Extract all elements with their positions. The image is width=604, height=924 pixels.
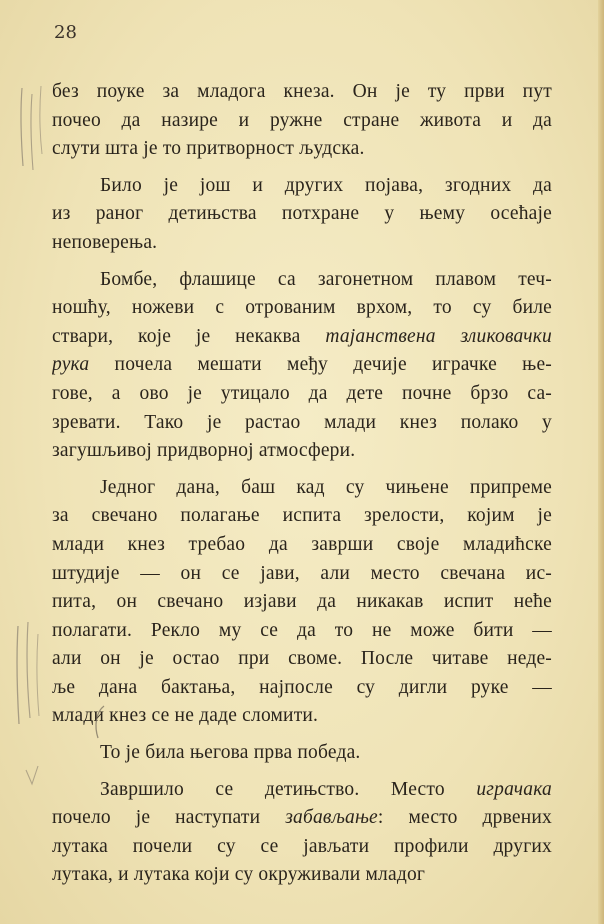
text-run: без поуке за младога кнеза. Он је ту први пут: [52, 81, 552, 102]
paragraph: [52, 474, 552, 731]
text-run: лутака, и лутака који су окруживали младог: [52, 864, 426, 886]
text-run: млади кнез се не даде сломити.: [52, 705, 319, 727]
text-run: загушљивој придворној атмосфери.: [52, 440, 356, 462]
text-line: [52, 229, 552, 258]
text-run: пита, он свечано изјави да никакав испит неће: [52, 591, 552, 613]
paragraph-gap: [52, 731, 552, 739]
text-line: [52, 294, 552, 323]
text-run: неповерења.: [52, 231, 158, 253]
text-line: [52, 78, 552, 107]
text-run: млади кнез требао да заврши своје младићске: [52, 533, 552, 555]
text-line: [52, 617, 552, 646]
text-line: [52, 409, 552, 438]
paragraph: [52, 78, 552, 164]
page-number: 28: [54, 22, 77, 43]
text-line: [52, 107, 552, 136]
text-run: почела мешати међу дечије играчке ње-: [89, 354, 552, 376]
text-run: ље дана бактања, најпосле су дигли руке —: [52, 676, 552, 698]
italic-text: рука: [52, 354, 90, 376]
text-line: [52, 437, 552, 466]
text-line: [52, 266, 552, 295]
text-run: Завршило се детињство. Место: [100, 778, 477, 800]
text-line: [52, 351, 552, 380]
pencil-margin-mark-top: [14, 84, 48, 174]
text-run: слути шта је то притворност људска.: [52, 138, 365, 160]
text-run: Бомбе, флашице са загонетном плавом теч-: [100, 268, 552, 290]
text-run: штудије — он се јави, али место свечана ис-: [52, 562, 552, 584]
text-line: [52, 474, 552, 503]
text-run: за свечано полагање испита зрелости, којим је: [52, 505, 552, 527]
pencil-check-mark: [22, 762, 42, 788]
text-line: [52, 861, 552, 890]
text-line: [52, 702, 552, 731]
paragraph: [52, 172, 552, 258]
paragraph-gap: [52, 258, 552, 266]
text-run: лутака почели су се јављати профили других: [52, 835, 552, 857]
text-run: али он је остао при своме. После читаве неде-: [52, 648, 552, 670]
text-run: гове, а ово је утицало да дете почне брзо са-: [52, 382, 552, 404]
text-run: Једног дана, баш кад су чињене припреме: [100, 476, 552, 498]
text-run: ношћу, ножеви с отрованим врхом, то су биле: [52, 297, 552, 319]
text-run: почео да назире и ружне стране живота и да: [52, 109, 552, 131]
italic-text: тајанствена зликовачки: [325, 325, 552, 347]
text-line: [52, 833, 552, 862]
text-run: зревати. Тако је растао млади кнез полако у: [52, 411, 552, 433]
paragraph: [52, 266, 552, 466]
text-line: [52, 674, 552, 703]
text-line: [52, 645, 552, 674]
text-line: [52, 560, 552, 589]
text-line: [52, 531, 552, 560]
text-line: [52, 200, 552, 229]
text-run: полагати. Рекло му се да то не може бити —: [52, 619, 552, 641]
paragraph-gap: [52, 466, 552, 474]
pencil-margin-mark-bottom: [6, 620, 48, 730]
text-line: [52, 502, 552, 531]
text-line: [52, 739, 552, 768]
italic-text: играчака: [476, 778, 552, 800]
text-run: из раног детињства потхране у њему осећаје: [52, 203, 552, 225]
text-line: [52, 804, 552, 833]
text-line: [52, 588, 552, 617]
text-line: [52, 135, 552, 164]
text-run: Било је још и других појава, згодних да: [100, 174, 552, 196]
text-line: [52, 380, 552, 409]
paragraph: [52, 776, 552, 890]
text-line: [52, 323, 552, 352]
text-run: почело је наступати: [52, 807, 286, 829]
text-run: : место дрвених: [377, 807, 552, 829]
paragraph-gap: [52, 164, 552, 172]
body-text: [52, 78, 552, 890]
italic-text: забављање: [285, 807, 378, 829]
paragraph: [52, 739, 552, 768]
text-run: То је била његова прва победа.: [100, 742, 361, 764]
page-edge: [598, 0, 604, 924]
text-run: ствари, које је некаква: [52, 325, 326, 347]
paragraph-gap: [52, 768, 552, 776]
text-line: [52, 776, 552, 805]
text-line: [52, 172, 552, 201]
